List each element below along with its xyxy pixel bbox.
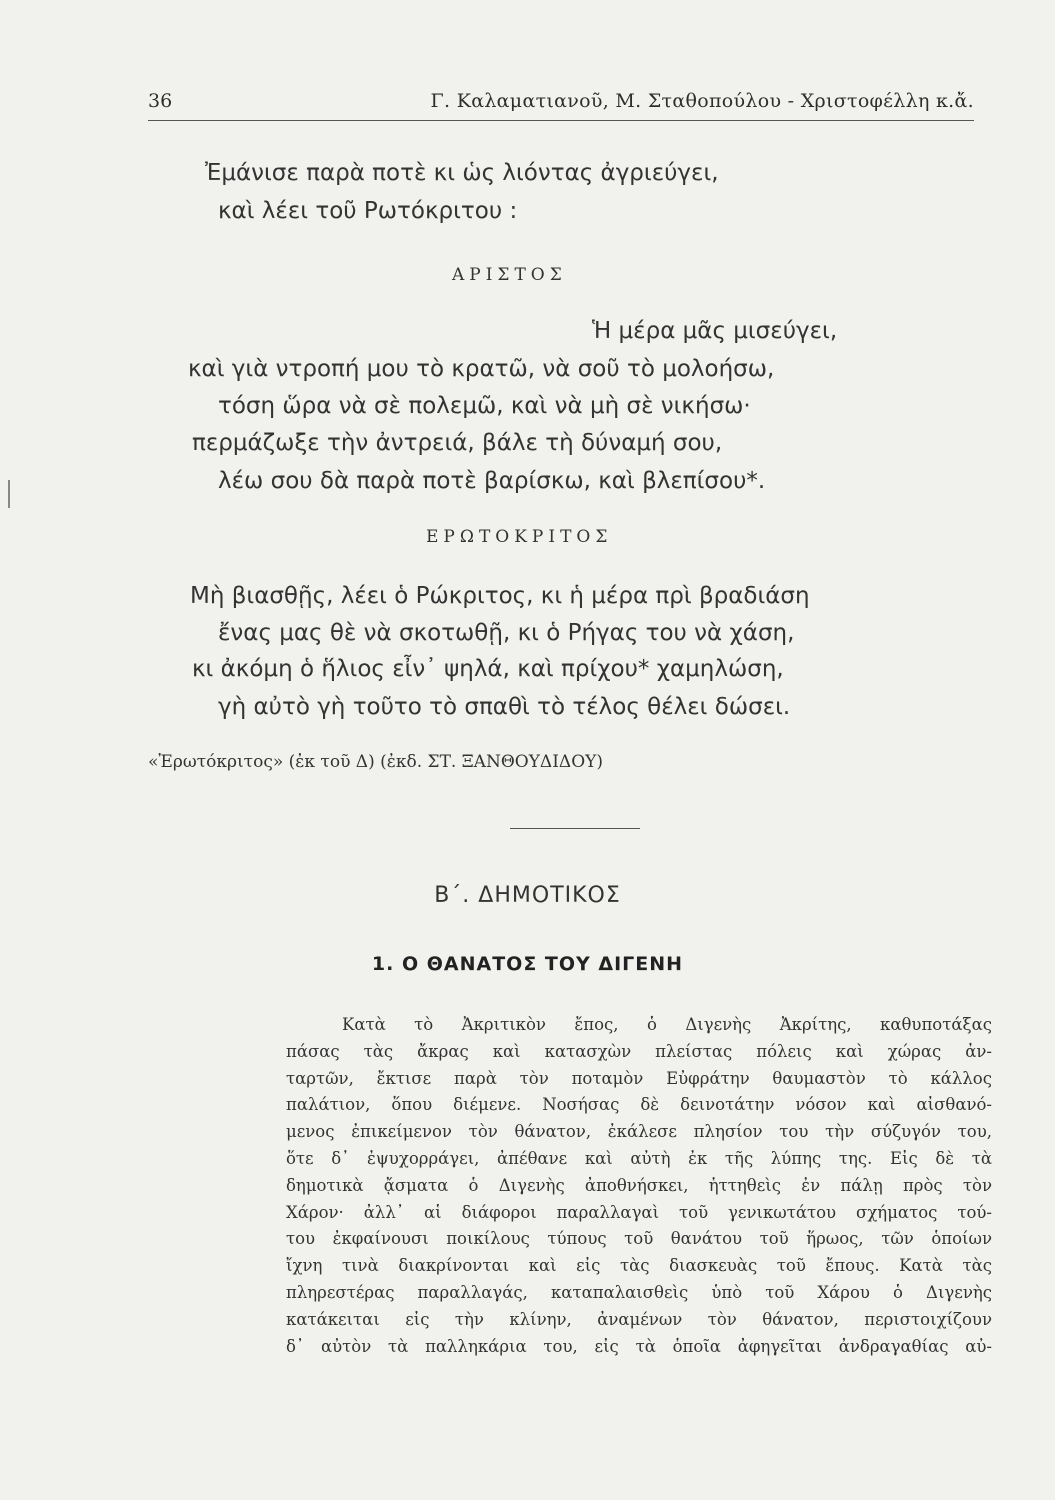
prose-line: κατάκειται εἰς τὴν κλίνην, ἀναμένων τὸν θάνατον, περιστοιχίζουν	[286, 1309, 992, 1329]
page-number: 36	[148, 90, 173, 112]
prose-line: Χάρον· ἀλλ᾽ αἱ διάφοροι παραλλαγαὶ τοῦ γενικωτάτου σχήματος τού-	[286, 1202, 992, 1222]
poem-line: περμάζωξε τὴν ἀντρειά, βάλε τὴ δύναμή σου,	[192, 430, 723, 456]
poem-line: Ἡ μέρα μᾶς μισεύγει,	[592, 318, 838, 344]
poem-line: τόση ὥρα νὰ σὲ πολεμῶ, καὶ νὰ μὴ σὲ νικήσω·	[218, 393, 751, 419]
poem-line: Ἐμάνισε παρὰ ποτὲ κι ὡς λιόντας ἀγριεύγει,	[205, 160, 719, 186]
speaker-erotokritos: ΕΡΩΤΟΚΡΙΤΟΣ	[426, 527, 613, 547]
prose-line: Κατὰ τὸ Ἀκριτικὸν ἔπος, ὁ Διγενὴς Ἀκρίτης, καθυποτάξας	[342, 1015, 992, 1034]
prose-line: ὅτε δ᾽ ἐψυχορράγει, ἀπέθανε καὶ αὐτὴ ἐκ τῆς λύπης της. Εἰς δὲ τὰ	[286, 1148, 992, 1168]
running-title: Γ. Καλαματιανοῦ, Μ. Σταθοπούλου - Χριστοφέλλη κ.ἄ.	[430, 90, 974, 112]
prose-line: πληρεστέρας παραλλαγάς, καταπαλαισθεὶς ὑπὸ τοῦ Χάρου ὁ Διγενὴς	[286, 1282, 992, 1302]
poem-line: Μὴ βιασθῇς, λέει ὁ Ρώκριτος, κι ἡ μέρα πρὶ βραδιάση	[190, 583, 810, 609]
prose-line: δ᾽ αὐτὸν τὰ παλληκάρια του, εἰς τὰ ὁποῖα ἀφηγεῖται ἀνδραγαθίας αὐ-	[286, 1336, 992, 1356]
prose-line: ἴχνη τινὰ διακρίνονται καὶ εἰς τὰς διασκευὰς τοῦ ἔπους. Κατὰ τὰς	[286, 1256, 992, 1276]
poem-line: καὶ λέει τοῦ Ρωτόκριτου :	[218, 198, 518, 224]
prose-line: του ἐκφαίνουσι ποικίλους τύπους τοῦ θανάτου τοῦ ἥρωος, τῶν ὁποίων	[286, 1229, 992, 1249]
prose-line: πάσας τὰς ἄκρας καὶ κατασχὼν πλείστας πόλεις καὶ χώρας ἀν-	[286, 1041, 992, 1061]
prose-line: δημοτικὰ ᾄσματα ὁ Διγενὴς ἀποθνήσκει, ἡττηθεὶς ἐν πάλῃ πρὸς τὸν	[286, 1175, 992, 1195]
margin-mark	[8, 480, 10, 508]
poem-line: κι ἀκόμη ὁ ἥλιος εἶν᾽ ψηλά, καὶ πρίχου* χαμηλώση,	[192, 656, 784, 682]
poem-line: ἔνας μας θὲ νὰ σκοτωθῇ, κι ὁ Ρήγας του νὰ χάση,	[218, 620, 795, 646]
poem-line: καὶ γιὰ ντροπή μου τὸ κρατῶ, νὰ σοῦ τὸ μολοήσω,	[188, 356, 775, 382]
section-heading: Β΄. ΔΗΜΟΤΙΚΟΣ	[434, 883, 621, 908]
prose-paragraph	[286, 1012, 992, 1360]
poem-line: λέω σου δὰ παρὰ ποτὲ βαρίσκω, καὶ βλεπίσου*.	[218, 468, 766, 494]
section-divider	[510, 828, 640, 829]
prose-line: ταρτῶν, ἔκτισε παρὰ τὸν ποταμὸν Εὐφράτην θαυμαστὸν τὸ κάλλος	[286, 1068, 992, 1088]
prose-line: παλάτιον, ὅπου διέμενε. Νοσήσας δὲ δεινοτάτην νόσον καὶ αἰσθανό-	[286, 1095, 992, 1115]
speaker-aristos: ΑΡΙΣΤΟΣ	[452, 265, 567, 285]
source-citation: «Ἐρωτόκριτος» (ἐκ τοῦ Δ) (ἐκδ. ΣΤ. ΞΑΝΘΟΥΔΙΔΟΥ)	[148, 752, 603, 772]
page-header	[148, 90, 974, 121]
prose-line: μενος ἐπικείμενον τὸν θάνατον, ἐκάλεσε πλησίον του τὴν σύζυγόν του,	[286, 1122, 992, 1142]
article-title: 1. Ο ΘΑΝΑΤΟΣ ΤΟΥ ΔΙΓΕΝΗ	[371, 953, 684, 975]
poem-line: γὴ αὐτὸ γὴ τοῦτο τὸ σπαθὶ τὸ τέλος θέλει δώσει.	[218, 694, 791, 720]
